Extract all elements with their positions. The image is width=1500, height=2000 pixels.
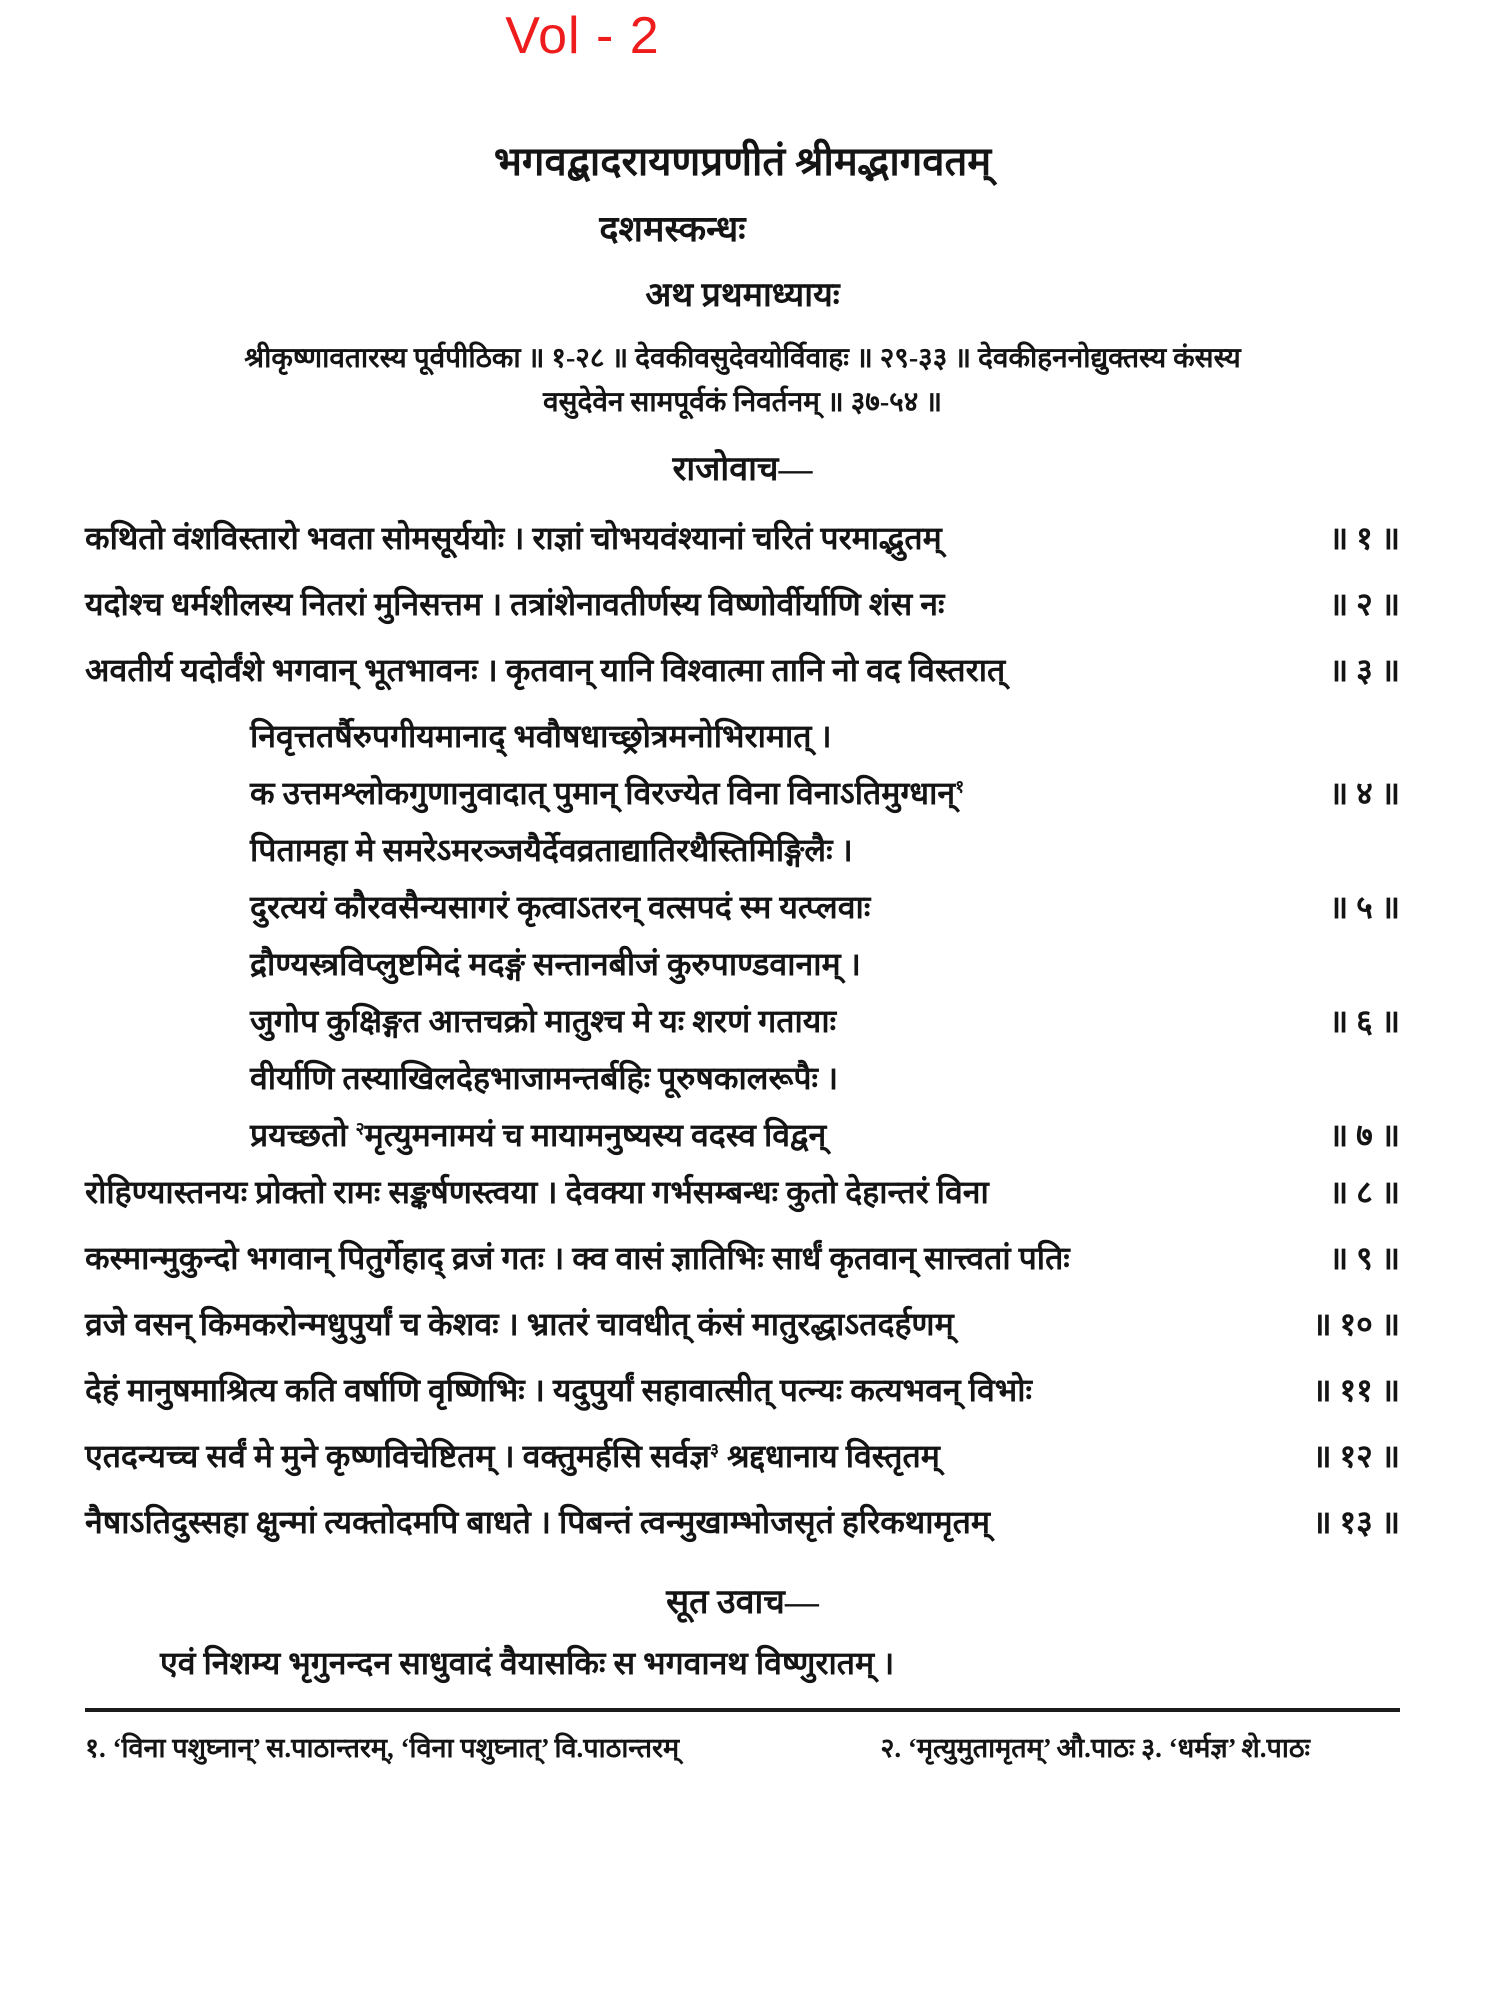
- verse-line-8: [85, 1170, 1400, 1213]
- verse-text: द्रौण्यस्त्रविप्लुष्टमिदं मदङ्गं सन्तानबीजं कुरुपाण्डवानाम् ।: [250, 946, 861, 982]
- verse-text: यदोश्च धर्मशीलस्य नितरां मुनिसत्तम । तत्रांशेनावतीर्णस्य विष्णोर्वीर्याणि शंस नः: [85, 586, 945, 622]
- verse-line-13: [85, 1500, 1400, 1543]
- verse-text: वीर्याणि तस्याखिलदेहभाजामन्तर्बहिः पूरुषकालरूपैः ।: [250, 1060, 839, 1096]
- verse-number: ॥ ४ ॥: [1329, 775, 1400, 811]
- verse-number: ॥ २ ॥: [1329, 586, 1400, 622]
- verse-line-2: [85, 582, 1400, 625]
- verse-line-5a: [85, 828, 1400, 871]
- footnotes-2-3: २. ‘मृत्युमुतामृतम्’ औ.पाठः ३. ‘धर्मज्ञ’ शे.पाठः: [880, 1733, 1310, 1763]
- verse-text: प्रयच्छतो $^२$मृत्युमनामयं च मायामनुष्यस्य वदस्व विद्वन्: [250, 1117, 827, 1153]
- verse-text: रोहिण्यास्तनयः प्रोक्तो रामः सङ्कर्षणस्त्वया । देवक्या गर्भसम्बन्धः कुतो देहान्तरं विना: [85, 1174, 989, 1210]
- verse-line-7b: [85, 1113, 1400, 1156]
- verse-number: ॥ ५ ॥: [1329, 889, 1400, 925]
- verse-number: ॥ १२ ॥: [1312, 1438, 1400, 1474]
- verse-text: कथितो वंशविस्तारो भवता सोमसूर्ययोः । राज्ञां चोभयवंश्यानां चरितं परमाद्भुतम्: [85, 520, 942, 556]
- verse-line-4b: [85, 771, 1400, 814]
- footnote-ref: ३: [709, 1439, 719, 1460]
- verse-number: ॥ १० ॥: [1312, 1306, 1400, 1342]
- verse-line-12: [85, 1434, 1400, 1477]
- verse-text: जुगोप कुक्षिङ्गत आत्तचक्रो मातुश्च मे यः शरणं गतायाः: [250, 1003, 837, 1039]
- closing-verse-line: एवं निशम्य भृगुनन्दन साधुवादं वैयासकिः स भगवानथ विष्णुरातम् ।: [160, 1645, 895, 1681]
- verse-line-11: [85, 1368, 1400, 1411]
- verse-text: व्रजे वसन् किमकरोन्मधुपुर्यां च केशवः । भ्रातरं चावधीत् कंसं मातुरद्धाऽतदर्हणम्: [85, 1306, 954, 1342]
- verse-line-6a: [85, 942, 1400, 985]
- verse-number: ॥ १३ ॥: [1312, 1504, 1400, 1540]
- verse-line-9: [85, 1236, 1400, 1279]
- verse-number: ॥ ६ ॥: [1329, 1003, 1400, 1039]
- footnote-divider: [85, 1708, 1400, 1712]
- verse-number: ॥ १ ॥: [1329, 520, 1400, 556]
- verse-text: कस्मान्मुकुन्दो भगवान् पितुर्गेहाद् व्रजं गतः । क्व वासं ज्ञातिभिः सार्धं कृतवान् सात्त्वतां पतिः: [85, 1240, 1070, 1276]
- footnote-ref: २: [355, 1118, 365, 1139]
- verse-line-7a: [85, 1056, 1400, 1099]
- verse-number: ॥ ३ ॥: [1329, 652, 1400, 688]
- speaker-suta-uvacha: सूत उवाच—: [666, 1584, 819, 1621]
- verse-number: ॥ ८ ॥: [1329, 1174, 1400, 1210]
- speaker-raja-uvacha: राजोवाच—: [672, 451, 813, 488]
- verse-line-10: [85, 1302, 1400, 1345]
- footnote-ref: १: [955, 776, 965, 797]
- footnotes-row: [85, 1728, 1400, 1765]
- verse-text: अवतीर्य यदोर्वंशे भगवान् भूतभावनः । कृतवान् यानि विश्वात्मा तानि नो वद विस्तरात्: [85, 652, 1006, 688]
- chapter-summary-line-2: वसुदेवेन सामपूर्वकं निवर्तनम् ॥ ३७-५४ ॥: [542, 387, 943, 418]
- verse-line-1: [85, 516, 1400, 559]
- volume-label: Vol - 2: [505, 7, 660, 65]
- chapter-summary-line-1: श्रीकृष्णावतारस्य पूर्वपीठिका ॥ १-२८ ॥ देवकीवसुदेवयोर्विवाहः ॥ २९-३३ ॥ देवकीहननोद्युक्तस्य कंसस्य: [244, 343, 1241, 374]
- verse-text: नैषाऽतिदुस्सहा क्षुन्मां त्यक्तोदमपि बाधते । पिबन्तं त्वन्मुखाम्भोजसृतं हरिकथामृतम्: [85, 1504, 991, 1540]
- skandha-heading: दशमस्कन्धः: [599, 209, 746, 249]
- verse-number: ॥ ९ ॥: [1329, 1240, 1400, 1276]
- verse-number: ॥ ७ ॥: [1329, 1117, 1400, 1153]
- footnote-1: १. ‘विना पशुघ्नान्’ स.पाठान्तरम्, ‘विना पशुघ्नात्’ वि.पाठान्तरम्: [85, 1733, 680, 1763]
- verse-line-3: [85, 648, 1400, 691]
- verse-line-6b: [85, 999, 1400, 1042]
- verse-line-4a: [85, 714, 1400, 757]
- verse-text: क उत्तमश्लोकगुणानुवादात् पुमान् विरज्येत विना विनाऽतिमुग्धान्$^१$: [250, 775, 965, 811]
- verse-text: एतदन्यच्च सर्वं मे मुने कृष्णविचेष्टितम् । वक्तुमर्हसि सर्वज्ञ$^३$ श्रद्दधानाय विस्तृतम्: [85, 1438, 940, 1474]
- verse-text: देहं मानुषमाश्रित्य कति वर्षाणि वृष्णिभिः । यदुपुर्यां सहावात्सीत् पत्न्यः कत्यभवन् विभोः: [85, 1372, 1033, 1408]
- page-title: भगवद्बादरायणप्रणीतं श्रीमद्भागवतम्: [493, 139, 992, 184]
- verse-block: [85, 516, 1400, 1543]
- verse-text: निवृत्ततर्षैरुपगीयमानाद् भवौषधाच्छ्रोत्रमनोभिरामात् ।: [250, 718, 832, 754]
- chapter-heading: अथ प्रथमाध्यायः: [645, 277, 840, 314]
- verse-text: दुरत्ययं कौरवसैन्यसागरं कृत्वाऽतरन् वत्सपदं स्म यत्प्लवाः: [250, 889, 871, 925]
- verse-line-5b: [85, 885, 1400, 928]
- verse-number: ॥ ११ ॥: [1312, 1372, 1400, 1408]
- verse-text: पितामहा मे समरेऽमरञ्जयैर्देवव्रताद्यातिरथैस्तिमिङ्गिलैः ।: [250, 832, 853, 868]
